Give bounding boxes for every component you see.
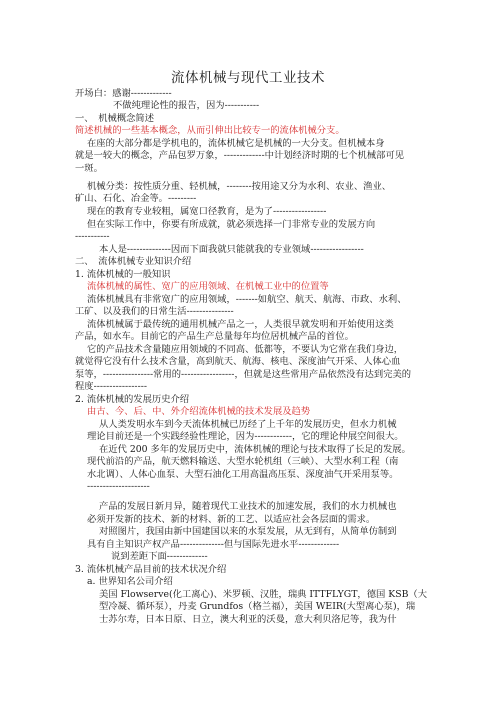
text-line: 但在实际工作中，你要有所成就，就必须选择一门非常专业的发展方向 bbox=[87, 219, 376, 230]
text-line: 水北调）、人体心血泵、大型石油化工用高温高压泵、深度油气开采用泵等。 bbox=[87, 469, 399, 480]
text-line: 本人是--------------因而下面我就只能就我的专业领域----------------- bbox=[99, 244, 364, 255]
subsection-heading: 1. 流体机械的一般知识 bbox=[75, 269, 171, 280]
text-line: 在座的大部分都是学机电的，流体机械它是机械的一大分支。但机械本身 bbox=[87, 138, 385, 149]
text-line: 就觉得它没有什么技术含量，高到航天、航海、核电、深度油气开采、人体心血 bbox=[75, 356, 401, 367]
subsection-heading: 2. 流体机械的发展历史介绍 bbox=[75, 394, 190, 405]
text-line: -------------------- bbox=[87, 481, 150, 492]
text-line: 现代前沿的产品，航天燃料输送、大型水轮机组（三峡）、大型水利工程（南 bbox=[87, 456, 399, 467]
text-line: 说到差距下面------------- bbox=[111, 551, 208, 562]
text-line: 泵等，----------------常用的-----------------，但就是这些常用产品依然没有达到完美的 bbox=[75, 369, 412, 380]
text-line: 矿山、石化、冶金等。--------- bbox=[75, 193, 197, 204]
text-line: 从人类发明水车到今天流体机械已历经了上千年的发展历史，但水力机械 bbox=[99, 419, 397, 430]
text-line: 产品，如水车。目前它的产品生产总量每年均位居机械产品的首位。 bbox=[75, 331, 354, 342]
highlight-line: 流体机械的属性、宽广的应用领域、在机械工业中的位置等 bbox=[87, 281, 329, 292]
text-line: 具有自主知识产权产品--------------但与国际先进水平------------- bbox=[87, 539, 340, 550]
text-line: 在近代 200 多年的发展历史中，流体机械的理论与技术取得了长足的发展。 bbox=[99, 444, 411, 455]
text-line: 现在的教育专业较粗，属宽口径教育，是为了----------------- bbox=[87, 206, 327, 217]
subsection-heading: 3. 流体机械产品目前的技术状况介绍 bbox=[75, 564, 227, 575]
text-line: 士苏尔寿，日本日原、日立，澳大利亚的沃曼，意大利贝洛尼等，我为什 bbox=[99, 614, 397, 625]
section-heading: 二、 流体机械专业知识介绍 bbox=[75, 256, 192, 267]
text-line: 它的产品技术含量随应用领域的不同高、低都等，不要认为它常在我们身边， bbox=[87, 344, 404, 355]
text-line: 产品的发展日新月异，随着现代工业技术的加速发展，我们的水力机械也 bbox=[99, 501, 397, 512]
text-line: 就是一较大的概念，产品包罗万象，-------------中计划经济时期的七个机械部可见 bbox=[75, 150, 405, 161]
text-line: 理论目前还是一个实践经验性理论，因为------------，它的理论仲展空间很大。 bbox=[87, 431, 404, 442]
list-heading: a. 世界知名公司介绍 bbox=[87, 576, 173, 587]
text-line: 美国 Flowserve(化工离心)、米罗顿、汉胜，瑞典 ITTFLYGT，德国 KSB（大 bbox=[99, 589, 427, 600]
section-heading: 一、 机械概念简述 bbox=[75, 113, 155, 124]
text-line: 机械分类：按性质分重、轻机械，--------按用途又分为水利、农业、渔业、 bbox=[87, 181, 392, 192]
text-line: 开场白：感谢------------- bbox=[75, 88, 172, 99]
text-line: 工矿、以及我们的日常生活--------------- bbox=[75, 306, 234, 317]
highlight-line: 简述机械的一些基本概念，从而引伸出比较专一的流体机械分支。 bbox=[75, 125, 345, 136]
text-line: 流体机械具有非常宽广的应用领域，-------如航空、航天、航海、市政、水利、 bbox=[87, 294, 407, 305]
text-line: ----------- bbox=[75, 231, 110, 242]
text-line: 型冷凝、循环泵），丹麦 Grundfos（格兰福），美国 WEIR(大型离心泵)，瑞 bbox=[99, 601, 416, 612]
text-line: 一斑。 bbox=[75, 163, 103, 174]
text-line: 必须开发新的技术、新的材料、新的工艺、以适应社会各层面的需求。 bbox=[87, 514, 376, 525]
document-title: 流体机械与现代工业技术 bbox=[171, 70, 325, 86]
text-line: 对照图片，我国由新中国建国以来的水泵发展，从无到有，从简单仿制到 bbox=[99, 526, 397, 537]
text-line: 程度----------------- bbox=[75, 381, 147, 392]
text-line: 流体机械属于最传统的通用机械产品之一，人类很早就发明和开始使用这类 bbox=[87, 319, 394, 330]
text-line: 不做纯理论性的报告，因为----------- bbox=[113, 100, 260, 111]
highlight-line: 由古、今、后、中、外介绍流体机械的技术发展及趋势 bbox=[87, 406, 311, 417]
